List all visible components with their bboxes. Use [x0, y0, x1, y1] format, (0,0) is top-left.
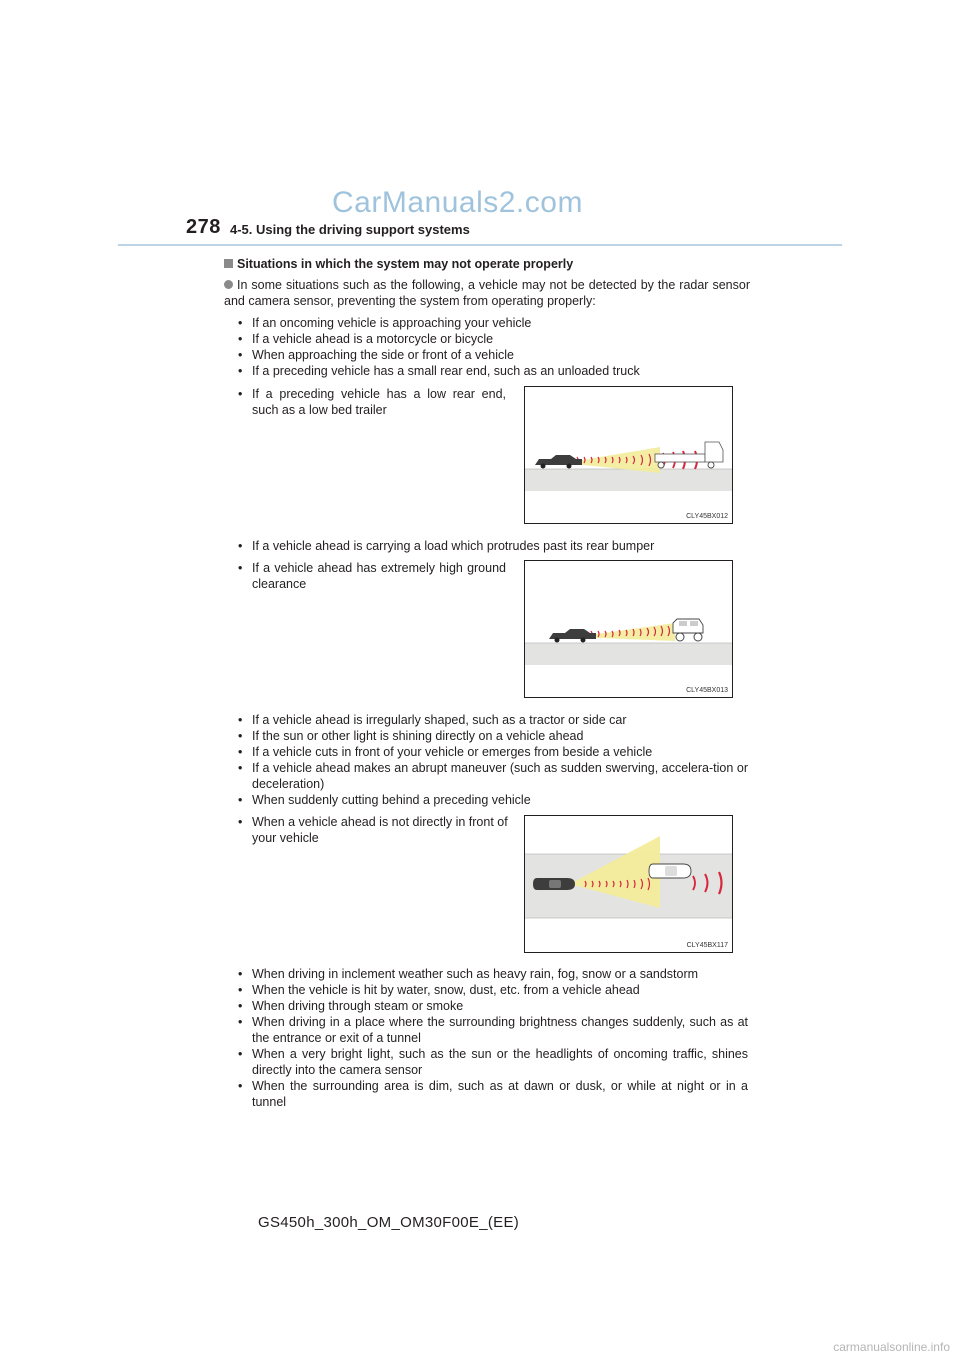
list-item: • When a very bright light, such as the sun or the headlights of oncoming traffic, shines directly into the camera sensor [238, 1046, 748, 1078]
section-title: 4-5. Using the driving support systems [230, 222, 470, 237]
figure2-illustration [524, 560, 733, 698]
section-heading: Situations in which the system may not operate properly [224, 257, 573, 271]
header-rule [118, 244, 842, 246]
list-d [238, 966, 748, 1110]
list-item: • If a vehicle ahead makes an abrupt maneuver (such as sudden swerving, accelera-tion or deceleration) [238, 760, 748, 792]
intro-paragraph: In some situations such as the following, a vehicle may not be detected by the radar sensor and camera sensor, preventing the system from operating properly: [224, 278, 750, 308]
figure1-caption: • If a preceding vehicle has a low rear end, such as a low bed trailer [238, 386, 506, 418]
list-item: • If a vehicle ahead is a motorcycle or bicycle [238, 331, 758, 347]
footer-doc-code: GS450h_300h_OM_OM30F00E_(EE) [258, 1214, 520, 1231]
list-item: • If a preceding vehicle has a small rear end, such as an unloaded truck [238, 363, 758, 379]
figure-code: CLY45BX012 [686, 513, 728, 520]
list-item: • When approaching the side or front of a vehicle [238, 347, 758, 363]
list-a [238, 315, 758, 379]
figure1-illustration [524, 386, 733, 524]
page-number: 278 [186, 216, 221, 238]
list-item: • If a vehicle ahead is irregularly shaped, such as a tractor or side car [238, 712, 748, 728]
list-item: • If a vehicle ahead is carrying a load which protrudes past its rear bumper [238, 538, 758, 554]
list-item: • When the vehicle is hit by water, snow, dust, etc. from a vehicle ahead [238, 982, 748, 998]
watermark-logo: CarManuals2.com [332, 186, 583, 219]
figure3-illustration [524, 815, 733, 953]
list-item: • When driving in a place where the surrounding brightness changes suddenly, such as at the entrance or exit of a tunnel [238, 1014, 748, 1046]
list-item: • If the sun or other light is shining directly on a vehicle ahead [238, 728, 748, 744]
figure-code: CLY45BX013 [686, 687, 728, 694]
circle-bullet-icon [224, 280, 233, 289]
list-item: • When suddenly cutting behind a preceding vehicle [238, 792, 748, 808]
list-b [238, 538, 758, 554]
site-watermark: carmanualsonline.info [833, 1340, 950, 1354]
figure-code: CLY45BX117 [686, 942, 728, 949]
list-item: • When driving in inclement weather such as heavy rain, fog, snow or a sandstorm [238, 966, 748, 982]
list-item: • When driving through steam or smoke [238, 998, 748, 1014]
list-item: • If a vehicle cuts in front of your vehicle or emerges from beside a vehicle [238, 744, 748, 760]
list-item: • If an oncoming vehicle is approaching your vehicle [238, 315, 758, 331]
figure3-caption: • When a vehicle ahead is not directly in front of your vehicle [238, 814, 510, 846]
square-bullet-icon [224, 259, 233, 268]
list-c [238, 712, 748, 808]
figure2-caption: • If a vehicle ahead has extremely high ground clearance [238, 560, 506, 592]
list-item: • When the surrounding area is dim, such as at dawn or dusk, or while at night or in a tunnel [238, 1078, 748, 1110]
